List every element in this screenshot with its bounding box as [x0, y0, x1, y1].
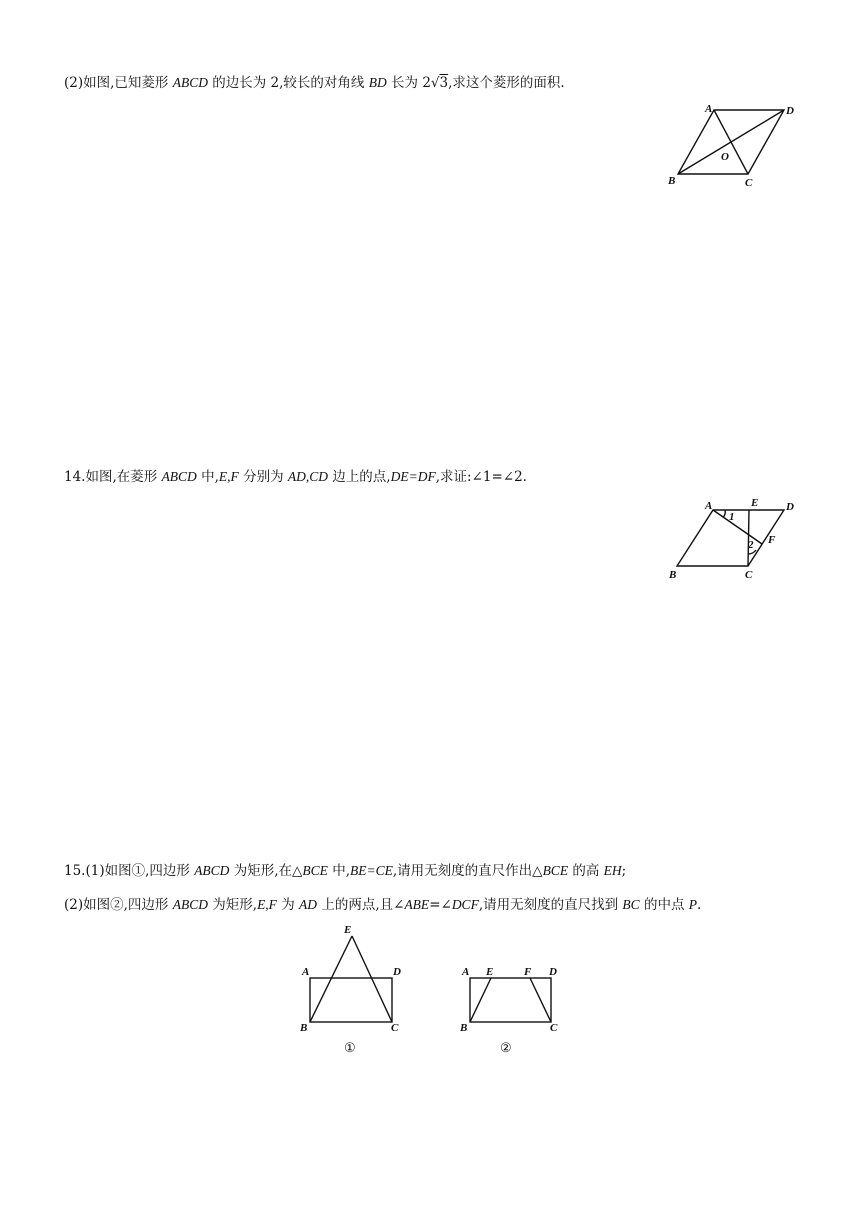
math-be-ce: BE=CE	[350, 863, 393, 878]
math-ef: E,F	[218, 469, 239, 484]
label-d: D	[786, 105, 794, 117]
label-b: B	[668, 175, 676, 187]
label-f: F	[524, 966, 532, 978]
segment-ce	[352, 936, 392, 1022]
diagonal-bd	[678, 110, 784, 174]
segment-af	[713, 510, 762, 544]
math-abe: ABE	[404, 897, 430, 912]
text-segment: 为矩形,	[212, 897, 258, 913]
math-de-df: DE=DF	[390, 469, 436, 484]
rhombus-figure-14	[665, 496, 810, 586]
angle-2-label: 2	[748, 539, 754, 551]
figure-caption-1: ①	[344, 1040, 356, 1055]
math-p: P	[688, 897, 698, 912]
text-segment: 为	[281, 897, 295, 913]
math-abcd: ABCD	[194, 863, 230, 878]
text-segment: ,请用无刻度的直尺找到	[478, 897, 619, 913]
text-segment: 中,	[332, 863, 351, 879]
text-segment: ,求证:∠1=∠2.	[435, 469, 527, 485]
circled-1: ①	[131, 863, 146, 879]
text-segment: (2)如图,已知菱形	[64, 75, 169, 91]
math-abcd: ABCD	[172, 75, 208, 90]
label-a: A	[462, 966, 470, 978]
label-d: D	[786, 501, 794, 513]
text-segment: =∠	[429, 897, 452, 913]
text-segment: (2)如图	[64, 897, 111, 913]
math-ad: AD	[299, 897, 318, 912]
math-ef: E,F	[257, 897, 277, 912]
angle-1-arc	[723, 510, 725, 517]
math-abcd: ABCD	[161, 469, 197, 484]
label-a: A	[705, 103, 713, 115]
label-b: B	[460, 1022, 468, 1034]
text-segment: 的高	[572, 863, 600, 879]
label-d: D	[549, 966, 557, 978]
label-a: A	[705, 500, 713, 512]
rectangle-abcd	[470, 978, 551, 1022]
label-f: F	[768, 534, 776, 546]
text-segment: 分别为	[243, 469, 284, 485]
sqrt-radicand: 3	[439, 75, 449, 91]
text-segment: 的边长为 2,较长的对角线	[212, 75, 365, 91]
label-e: E	[344, 924, 352, 936]
label-a: A	[302, 966, 310, 978]
math-bce: BCE	[542, 863, 569, 878]
text-segment: ,四边形	[145, 863, 190, 879]
label-o: O	[721, 151, 729, 163]
text-segment: ;	[621, 863, 627, 879]
math-bc: BC	[622, 897, 640, 912]
rectangle-figure-2	[458, 920, 573, 1060]
segment-be	[470, 978, 491, 1022]
text-segment: 长为 2	[391, 75, 431, 91]
text-segment: 14.如图,在菱形	[64, 469, 158, 485]
text-segment: 中,	[201, 469, 219, 485]
text-segment: ,四边形	[123, 897, 169, 913]
label-c: C	[745, 569, 753, 581]
label-c: C	[391, 1022, 399, 1034]
label-d: D	[393, 966, 401, 978]
text-segment: 15.(1)如图	[64, 863, 132, 879]
segment-ce	[748, 510, 749, 566]
text-segment: 上的两点,且∠	[321, 897, 405, 913]
math-eh: EH	[603, 863, 622, 878]
rectangle-abcd	[310, 978, 392, 1022]
text-segment: 边上的点,	[332, 469, 391, 485]
math-dcf: DCF	[451, 897, 479, 912]
problem-14-text	[64, 468, 527, 486]
problem-15-1-text	[64, 862, 626, 880]
rectangle-triangle-figure-1	[296, 920, 411, 1060]
math-bd: BD	[368, 75, 387, 90]
label-c: C	[745, 177, 753, 189]
sqrt-sign: √	[430, 75, 440, 91]
label-b: B	[669, 569, 677, 581]
angle-1-label: 1	[729, 511, 735, 523]
math-ad-cd: AD,CD	[287, 469, 328, 484]
label-e: E	[751, 497, 759, 509]
label-e: E	[486, 966, 494, 978]
circled-2: ②	[110, 897, 124, 913]
problem-15-2-text	[64, 896, 701, 914]
math-abcd: ABCD	[172, 897, 208, 912]
figure-caption-2: ②	[500, 1040, 512, 1055]
text-segment: 的中点	[643, 897, 685, 913]
segment-be	[310, 936, 352, 1022]
label-c: C	[550, 1022, 558, 1034]
problem-13-2-text	[64, 74, 565, 92]
label-b: B	[300, 1022, 308, 1034]
text-segment: ,求这个菱形的面积.	[448, 75, 565, 91]
rhombus-figure-13	[665, 100, 805, 190]
text-segment: .	[697, 897, 702, 913]
segment-cf	[530, 978, 551, 1022]
math-bce: BCE	[302, 863, 328, 878]
text-segment: ,请用无刻度的直尺作出△	[392, 863, 543, 879]
text-segment: 为矩形,在△	[233, 863, 303, 879]
